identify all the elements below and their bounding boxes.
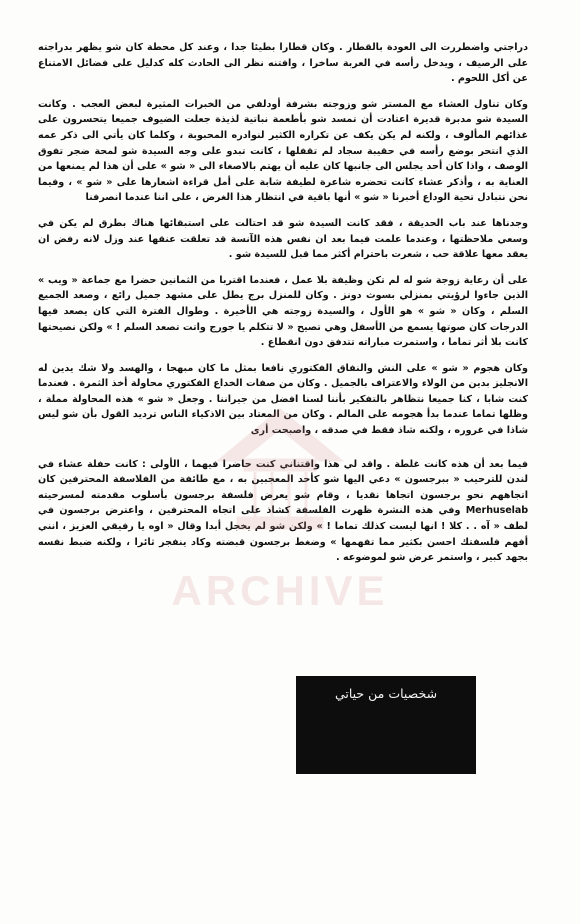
paragraph: فيما بعد أن هذه كانت غلطة . واقد لي هذا واقتناني كنت حاضرا فيهما ، الأولى : كانت حفلة عشاء في لندن للترحيب « ببرجسون » دعي اليها شو كأحد المعجبين به ، مع طائفة من الفلاسفة المحترفين كان اتجاههم نحو برجسون اتجاها نقديا ، وقام شو يعرض فلسفة برجسون بأسلوب مقدمته لمسرحيته Merhuselab وفي هذه النشرة ظهرت الفلسفة كشاذ على اتجاه المحترفين ، واعترض برجسون في لطف « آه . . كلا ! انها ليست كذلك تماما ! » ولكن شو لم يخجل أبدا وقال « اوه يا رفيقي العزيز ، انني أفهم فلسفتك احسن بكثير مما تفهمها » وضغط برجسون قبضته وكاد ينفجر ثائرا ، ولكنه ضبط نفسه بجهد كبير ، واستمر عرض شو لموضوعه . — [38, 458, 528, 564]
watermark-text: ARCHIVE — [171, 567, 389, 614]
body-text — [38, 40, 528, 576]
paragraph: دراجتي واضطررت الى العودة بالقطار . وكان قطارا بطيئا جدا ، وعند كل محطة كان شو يظهر بدراجته على الرصيف ، ويدخل رأسه في العربة ساخرا ، وافتنه نظر الى الحادث كله كدليل على فضائل الامتناع عن أكل اللحوم . — [38, 42, 528, 85]
paragraph: وكان هجوم « شو » على النش والنفاق الفكتوري نافعا بمثل ما كان مبهجا ، والهسد ولا شك يدين له الانجليز بدين من الولاء والاعتراف بالجميل . وكان من صفات الخداع الفكتوري محاولة أخذ الثمرة . فعندما كنت شابا ، كنا جميعا نتظاهر بالتفكير بأننا لسنا افضل من جيراننا . وجعل « شو » هذه المحاولة مملة ، وظلها تماما عندما بدأ هجومه على المالم . وكان من المعتاد بين الاذكياء الناس ترديد القول بأن شو ليس شاذا في غروره ، ولكنه شاذ فقط في صدقه ، واصبحت أرى — [38, 362, 528, 437]
paragraph: على أن رعاية زوجة شو له لم تكن وظيفة بلا عمل ، فعندما اقتربا من الثمانين حضرا مع جماعة « ويب » الذين جاءوا لرؤيتي بمنزلي بسوث دونز . وكان للمنزل برج يطل على مشهد جميل رائع ، وصعد الجميع السلم ، وكان « شو » هو الأول ، والسيدة زوجته هي الأخيرة . وطوال الفترة التي كان يصعد فيها الدرجات كان صوتها يسمع من الأسفل وهي تصيح « لا تتكلم يا جورج واتت تصعد السلم ! » ولكن نصيحتها كانت بلا أثر تماما ، واستمرت مباراته تتدفق دون انقطاع . — [38, 274, 528, 349]
paragraph: وكان تناول العشاء مع المستر شو وزوجته بشرفة أودلفي من الخبرات المثيرة لبعض العجب . وكانت السيدة شو مدبرة قديرة اعتادت أن تمسد شو بأطعمة نباتية لذيذة جعلت الضيوف جميعا يتحسرون على غذائهم المألوف ، ولكنه لم يكن يكف عن تكراره الكثير لنوادره المحبوبة ، وكلما كان يأتي الى ذكر عمه الذي انتحر بوضع رأسه في حقيبة سجاد لم تقفلها ، كانت تبدو على وجه السيدة شو لمحة ضجر تفوق الوصف ، واذا كان أحد يجلس الى جانبها كان عليه أن يهتم بالاصغاء الى « شو » على أن هذا لم يمنعها من العناية به ، وأذكر عشاء كانت تحضره شاعرة لطيفة شابة على أمل قراءة اشعارها على « شو » ، وفيما نحن نتبادل تحية الوداع أخبرنا « شو » أنها باقية في انتظار هذا الغرض ، على اننا عندما انصرفنا — [38, 98, 528, 204]
paragraph: وجدناها عند باب الحديقة ، فقد كانت السيدة شو قد احتالت على استبقائها هناك بطرق لم يكن في وسعي ملاحظتها ، وعندما علمت فيما بعد ان نفس هذه الآنسة قد تعلقت عنقها عند وزل لانه رفض ان يعقد معها علاقة حب ، شعرت باحترام أكثر مما قبل للسيدة شو . — [38, 217, 528, 261]
book-title-box — [296, 676, 476, 774]
book-title: شخصيات من حياتي — [334, 686, 438, 701]
